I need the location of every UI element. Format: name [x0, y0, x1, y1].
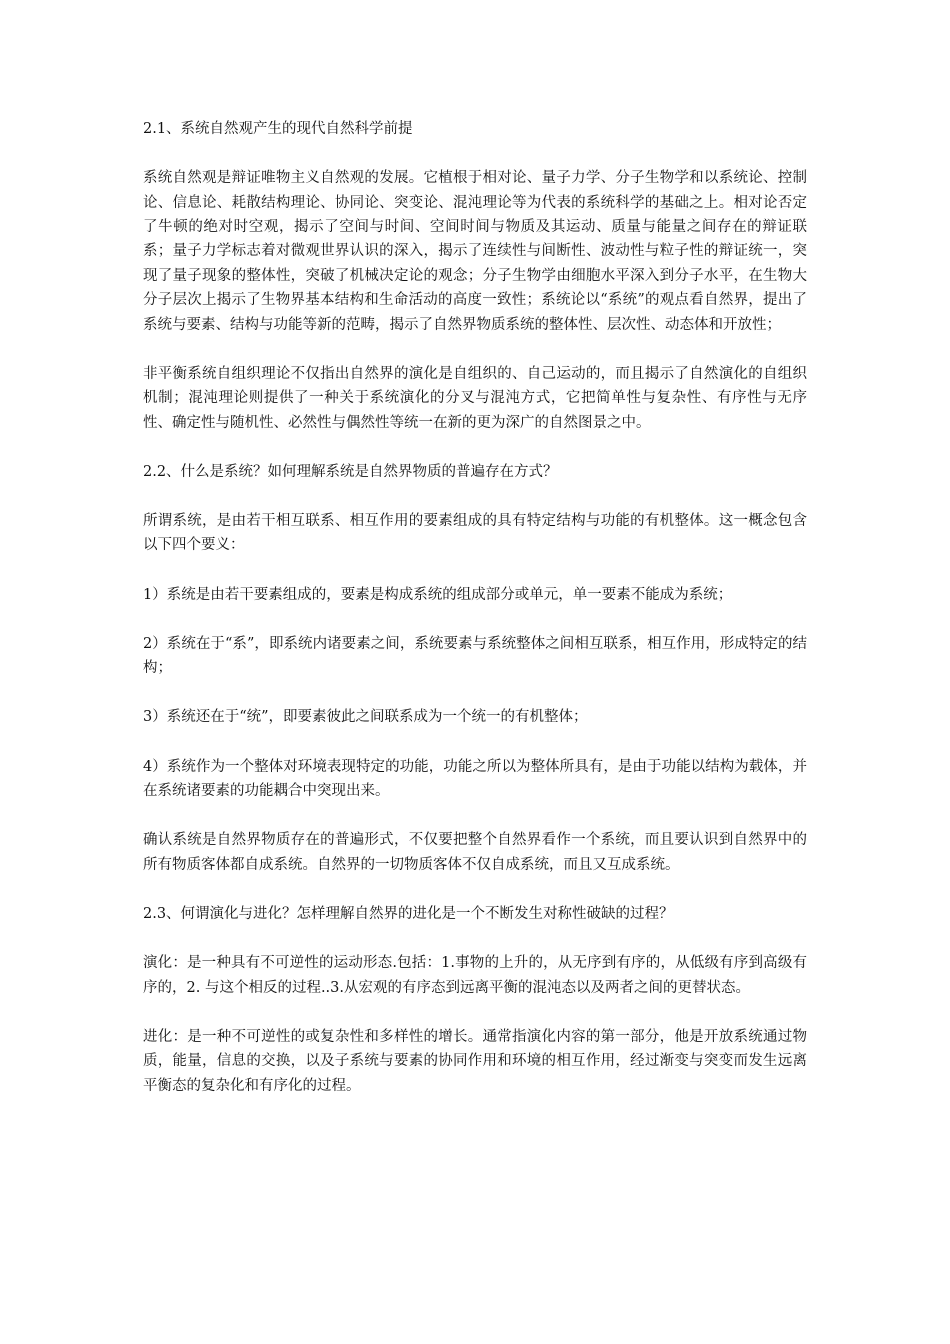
section-heading-2-2: 2.2、什么是系统？如何理解系统是自然界物质的普遍存在方式？: [143, 463, 558, 480]
paragraph-point-1: 1）系统是由若干要素组成的，要素是构成系统的组成部分或单元，单一要素不能成为系统；: [143, 586, 733, 603]
paragraph-universal-form: 确认系统是自然界物质存在的普遍形式，不仅要把整个自然界看作一个系统，而且要认识到自然界中的所有物质客体都自成系统。自然界的一切物质客体不仅自成系统，而且又互成系统。: [143, 832, 807, 873]
paragraph-point-3: 3）系统还在于“统”，即要素彼此之间联系成为一个统一的有机整体；: [143, 709, 588, 726]
paragraph-self-organization: 非平衡系统自组织理论不仅指出自然界的演化是自组织的、自己运动的，而且揭示了自然演化的自组织机制；混沌理论则提供了一种关于系统演化的分叉与混沌方式，它把简单性与复杂性、有序性与无序性、确定性与随机性、必然性与偶然性等统一在新的更为深广的自然图景之中。: [143, 365, 807, 431]
paragraph-point-4: 4）系统作为一个整体对环境表现特定的功能，功能之所以为整体所具有，是由于功能以结构为载体，并在系统诸要素的功能耦合中突现出来。: [143, 758, 807, 800]
section-heading-2-1: 2.1、系统自然观产生的现代自然科学前提: [143, 121, 413, 137]
paragraph-evolution-definition: 演化：是一种具有不可逆性的运动形态.包括：1.事物的上升的，从无序到有序的，从低级有序到高级有序的，2. 与这个相反的过程..3.从宏观的有序态到远离平衡的混沌态以及两者之间的更替状态。: [143, 955, 807, 996]
section-heading-2-3: 2.3、何谓演化与进化？怎样理解自然界的进化是一个不断发生对称性破缺的过程？: [143, 905, 674, 922]
document-content: [143, 117, 807, 1098]
paragraph-system-nature-view: 系统自然观是辩证唯物主义自然观的发展。它植根于相对论、量子力学、分子生物学和以系统论、控制论、信息论、耗散结构理论、协同论、突变论、混沌理论等为代表的系统科学的基础之上。相对论否定了牛顿的绝对时空观，揭示了空间与时间、空间时间与物质及其运动、质量与能量之间存在的辩证联系；量子力学标志着对微观世界认识的深入，揭示了连续性与间断性、波动性与粒子性的辩证统一，突现了量子现象的整体性，突破了机械决定论的观念；分子生物学由细胞水平深入到分子水平，在生物大分子层次上揭示了生物界基本结构和生命活动的高度一致性；系统论以“系统”的观点看自然界，提出了系统与要素、结构与功能等新的范畴，揭示了自然界物质系统的整体性、层次性、动态体和开放性；: [143, 170, 807, 333]
paragraph-system-definition: 所谓系统，是由若干相互联系、相互作用的要素组成的具有特定结构与功能的有机整体。这一概念包含以下四个要义：: [143, 513, 807, 554]
paragraph-point-2: 2）系统在于“系”，即系统内诸要素之间，系统要素与系统整体之间相互联系，相互作用，形成特定的结构；: [143, 635, 807, 677]
paragraph-progress-definition: 进化：是一种不可逆性的或复杂性和多样性的增长。通常指演化内容的第一部分，他是开放系统通过物质，能量，信息的交换，以及子系统与要素的协同作用和环境的相互作用，经过渐变与突变而发生远离平衡态的复杂化和有序化的过程。: [143, 1028, 807, 1094]
